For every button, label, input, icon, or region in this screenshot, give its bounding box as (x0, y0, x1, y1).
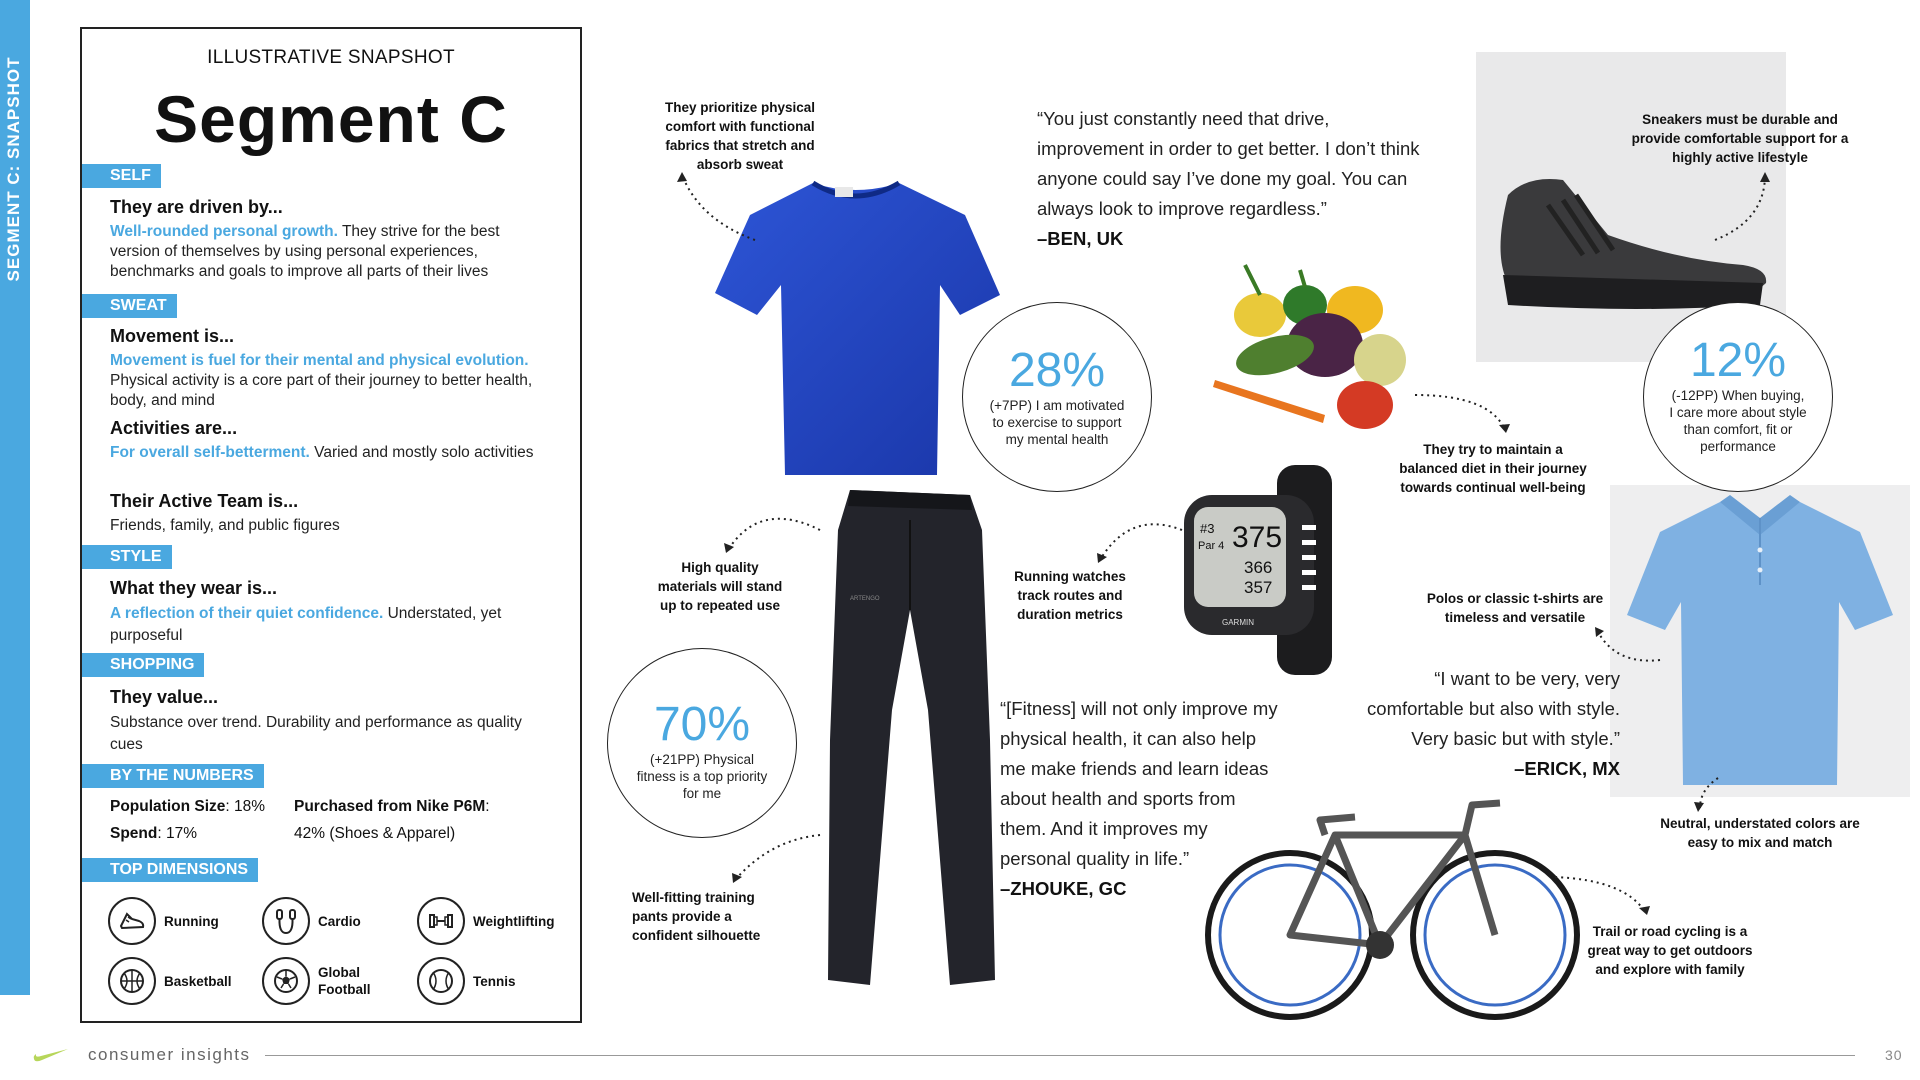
self-highlight: Well-rounded personal growth. (110, 223, 338, 240)
stat-mental-health (962, 302, 1152, 492)
footer-divider (265, 1055, 1855, 1056)
stat-physical-pct: 70% (653, 698, 751, 751)
caption-diet: They try to maintain a balanced diet in their journey towards continual well-being (1399, 442, 1587, 495)
dimension-label: Weightlifting (473, 913, 555, 929)
style-tag: STYLE (82, 545, 172, 569)
numbers-tag: BY THE NUMBERS (82, 764, 264, 788)
caption-sneakers: Sneakers must be durable and provide comfortable support for a highly active lifestyle (1631, 112, 1849, 165)
style-body: Understated, yet purposeful (110, 605, 502, 644)
team-heading: Their Active Team is... (110, 491, 299, 511)
movement-heading: Movement is... (110, 326, 235, 346)
watch-mid-number: 366 (1244, 558, 1273, 577)
shopping-body: Substance over trend. Durability and performance as quality cues (110, 714, 522, 753)
spend-label: Spend (110, 825, 158, 842)
quote-zhouke-author: –ZHOUKE, GC (1000, 878, 1127, 899)
shopping-heading: They value... (110, 687, 219, 707)
quote-erick (1360, 664, 1620, 784)
purchased-colon: : (485, 798, 490, 815)
population-label: Population Size (110, 798, 226, 815)
style-heading: What they wear is... (110, 578, 278, 598)
caption-polos: Polos or classic t-shirts are timeless and versatile (1426, 591, 1604, 625)
dimension-label: Tennis (473, 973, 516, 989)
quote-ben-author: –BEN, UK (1037, 228, 1124, 249)
watch-hole: #3 (1200, 521, 1215, 536)
purchased-label: Purchased from Nike P6M (294, 798, 486, 815)
sweat-tag: SWEAT (82, 294, 177, 318)
self-body: They strive for the best version of themselves by using personal experiences, benchmarks and goals to improve all parts of their lives (110, 223, 500, 280)
watch-small-number: 357 (1244, 578, 1273, 597)
caption-colors: Neutral, understated colors are easy to mix and match (1660, 816, 1860, 850)
page-number: 30 (1885, 1047, 1903, 1063)
stat-style-pct: 12% (1689, 334, 1787, 387)
footer-text: consumer insights (88, 1045, 251, 1064)
caption-pants-fit: Well-fitting training pants provide a confident silhouette (632, 890, 761, 943)
population-value: : 18% (225, 798, 266, 815)
activities-highlight: For overall self-betterment. (110, 444, 310, 461)
stat-mental-text: (+7PP) I am motivated to exercise to support my mental health (989, 398, 1125, 447)
segment-title: Segment C (154, 82, 508, 156)
purchased-value: 42% (Shoes & Apparel) (294, 825, 456, 842)
dimensions-tag: TOP DIMENSIONS (82, 858, 258, 882)
stat-style-text: (-12PP) When buying, I care more about style than comfort, fit or performance (1669, 388, 1807, 454)
quote-zhouke (1000, 694, 1280, 904)
stat-mental-pct: 28% (1008, 344, 1106, 397)
activities-heading: Activities are... (110, 418, 238, 438)
caption-cycling: Trail or road cycling is a great way to get outdoors and explore with family (1587, 924, 1753, 977)
eyebrow: ILLUSTRATIVE SNAPSHOT (207, 47, 455, 68)
stat-style (1643, 302, 1833, 492)
watch-par: Par 4 (1198, 540, 1225, 552)
dimension-label: Running (164, 913, 219, 929)
team-body: Friends, family, and public figures (110, 517, 340, 534)
caption-shirt: They prioritize physical comfort with functional fabrics that stretch and absorb sweat (664, 100, 816, 172)
quote-erick-author: –ERICK, MX (1514, 758, 1620, 779)
shopping-tag: SHOPPING (82, 653, 204, 677)
movement-body: Physical activity is a core part of their journey to better health, body, and mind (110, 372, 533, 409)
dimension-label: Global Football (318, 965, 371, 997)
watch-big-number: 375 (1232, 521, 1283, 554)
spend-value: : 17% (157, 825, 198, 842)
caption-watch: Running watches track routes and duration metrics (1014, 569, 1126, 622)
quote-erick-text: “I want to be very, very comfortable but also with style. Very basic but with style.” (1367, 668, 1620, 749)
style-highlight: A reflection of their quiet confidence. (110, 605, 384, 622)
side-label: SEGMENT C: SNAPSHOT (4, 56, 23, 282)
activities-body: Varied and mostly solo activities (309, 444, 534, 461)
watch-brand: GARMIN (1222, 618, 1254, 627)
dimension-label: Basketball (164, 973, 232, 989)
quote-zhouke-text: “[Fitness] will not only improve my physical health, it can also help me make friends and learn ideas about health and sports from them. And it improves my personal quality in life.” (1000, 698, 1278, 869)
caption-pants-quality: High quality materials will stand up to repeated use (657, 560, 783, 613)
self-heading: They are driven by... (110, 197, 283, 217)
quote-ben-text: “You just constantly need that drive, improvement in order to get better. I don’t think anyone could say I’ve done my goal. You can always look to improve regardless.” (1037, 108, 1420, 219)
quote-ben (1037, 104, 1432, 254)
movement-highlight: Movement is fuel for their mental and physical evolution. (110, 352, 529, 369)
dimension-label: Cardio (318, 913, 361, 929)
nike-swoosh-logo (32, 1047, 70, 1063)
self-tag: SELF (82, 164, 161, 188)
stat-physical-fitness (607, 648, 797, 838)
svg-text:ARTENGO: ARTENGO (850, 596, 880, 602)
stat-physical-text: (+21PP) Physical fitness is a top priority for me (636, 752, 768, 801)
